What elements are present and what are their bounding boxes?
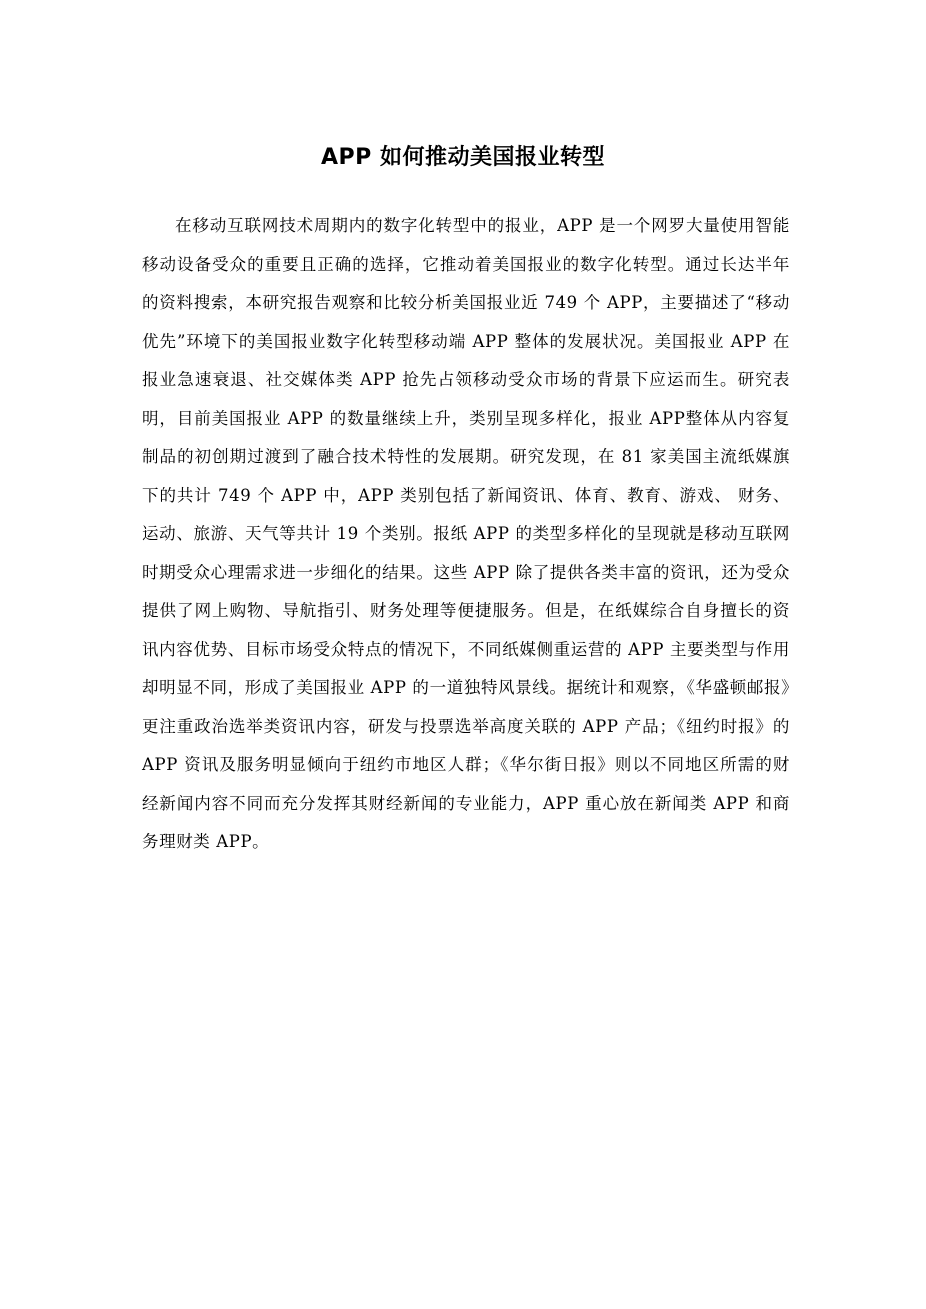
body-paragraph: 在移动互联网技术周期内的数字化转型中的报业，APP 是一个网罗大量使用智能移动设备受众的重要且正确的选择，它推动着美国报业的数字化转型。通过长达半年的资料搜索，本研究报告观察和比较分析美国报业近 749 个 APP，主要描述了“移动优先”环境下的美国报业数字化转型移动端 APP 整体的发展状况。美国报业 APP 在报业急速衰退、社交媒体类 APP 抢先占领移动受众市场的背景下应运而生。研究表明，目前美国报业 APP 的数量继续上升，类别呈现多样化，报业 APP整体从内容复制品的初创期过渡到了融合技术特性的发展期。研究发现，在 81 家美国主流纸媒旗下的共计 749 个 APP 中，APP 类别包括了新闻资讯、体育、教育、游戏、 财务、运动、旅游、天气等共计 19 个类别。报纸 APP 的类型多样化的呈现就是移动互联网时期受众心理需求进一步细化的结果。这些 APP 除了提供各类丰富的资讯，还为受众提供了网上购物、导航指引、财务处理等便捷服务。但是，在纸媒综合自身擅长的资讯内容优势、目标市场受众特点的情况下，不同纸媒侧重运营的 APP 主要类型与作用却明显不同，形成了美国报业 APP 的一道独特风景线。据统计和观察，《华盛顿邮报》更注重政治选举类资讯内容，研发与投票选举高度关联的 APP 产品；《纽约时报》的 APP 资讯及服务明显倾向于纽约市地区人群；《华尔街日报》则以不同地区所需的财经新闻内容不同而充分发挥其财经新闻的专业能力，APP 重心放在新闻类 APP 和商务理财类 APP。: [142, 216, 790, 851]
document-title: APP 如何推动美国报业转型: [321, 145, 605, 170]
